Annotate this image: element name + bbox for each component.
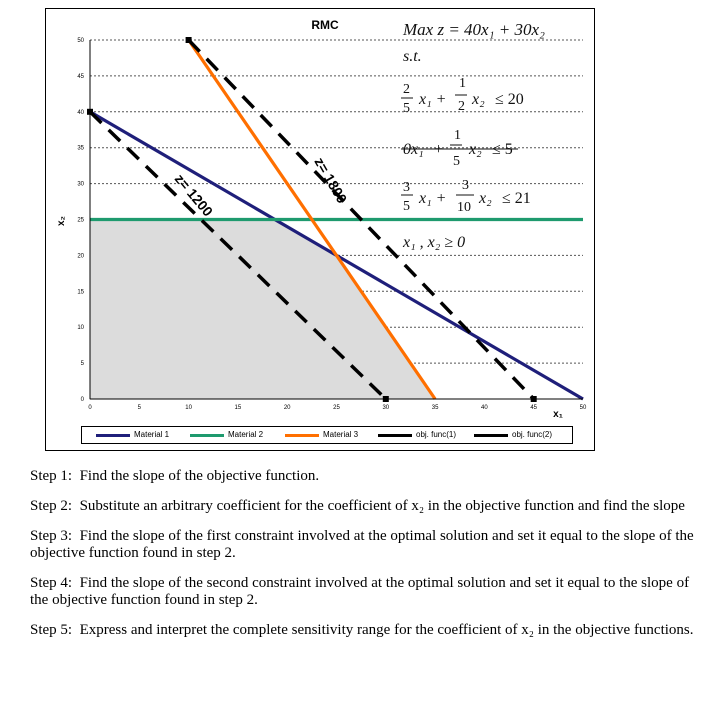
svg-text:x₂: x₂ [469, 141, 482, 158]
legend-swatch-material-3 [285, 434, 319, 437]
step-4 [30, 575, 710, 609]
c1-a-den: 5 [403, 101, 410, 116]
legend-label-material-1: Material 1 [134, 430, 170, 439]
x-tick-label: 30 [382, 405, 390, 411]
y-tick-label: 25 [77, 217, 84, 224]
x-axis-label: x₁ [553, 409, 563, 420]
x-tick-label: 0 [88, 405, 92, 411]
y-tick-label: 5 [80, 361, 84, 368]
annotation-z1200: z= 1200 [171, 170, 217, 220]
objective-text: Max z = 40x₁ + 30x₂ [403, 20, 545, 39]
svg-text:+: + [434, 141, 444, 158]
c1-b-den: 2 [458, 99, 465, 114]
step-3-text: Find the slope of the first constraint involved at the optimal solution and set it equal to the slope of the objective function found in step 2. [30, 528, 694, 561]
c3-b-num: 3 [462, 178, 469, 193]
step-2 [30, 498, 710, 515]
step-4-text: Find the slope of the second constraint involved at the optimal solution and set it equal to the slope of the objective function found in step 2. [30, 575, 690, 608]
c3-a-den: 5 [403, 199, 410, 214]
y-tick-label: 35 [77, 145, 84, 152]
svg-text:x₁ +: x₁ + [419, 190, 447, 207]
step-3 [30, 528, 710, 562]
x-tick-label: 25 [333, 405, 340, 411]
step-2-label: Step 2: [30, 498, 73, 514]
chart-title: RMC [311, 18, 339, 32]
chart-frame [45, 8, 595, 451]
x-tick-label: 45 [530, 405, 538, 411]
c1-b-num: 1 [459, 76, 466, 91]
step-5-label: Step 5: [30, 622, 73, 638]
y-tick-label: 15 [77, 289, 84, 296]
x-tick-label: 15 [234, 405, 242, 411]
step-1 [30, 468, 710, 485]
series-marker [186, 37, 192, 43]
annotation-z1800: z= 1800 [311, 154, 351, 206]
step-5 [30, 622, 710, 639]
y-axis-label: x₂ [56, 215, 67, 227]
x-tick-label: 10 [185, 405, 192, 411]
steps-list [30, 468, 710, 652]
y-tick-label: 45 [77, 73, 84, 80]
c3-b-den: 10 [457, 200, 471, 215]
step-1-label: Step 1: [30, 468, 73, 484]
svg-text:x₂: x₂ [472, 91, 485, 108]
region-layer [90, 220, 435, 400]
c1-rhs: ≤ 20 [495, 91, 524, 108]
y-tick-label: 30 [77, 181, 84, 188]
legend-swatch-obj-func-1 [378, 434, 412, 437]
x-tick-label: 50 [579, 405, 587, 411]
y-tick-label: 10 [77, 325, 84, 332]
chart-legend [81, 426, 573, 444]
legend-label-obj-func-1: obj. func(1) [416, 430, 457, 439]
legend-label-material-2: Material 2 [228, 430, 264, 439]
y-tick-label: 20 [77, 253, 84, 260]
c2-b-den: 5 [453, 154, 460, 169]
step-4-label: Step 4: [30, 575, 73, 591]
c2-a: 0x₁ [403, 141, 424, 158]
legend-label-obj-func-2: obj. func(2) [512, 430, 553, 439]
legend-swatch-material-1 [96, 434, 130, 437]
legend-swatch-obj-func-2 [474, 434, 508, 437]
st-text: s.t. [403, 48, 422, 65]
c2-rhs: ≤ 5 [492, 141, 513, 158]
x-tick-label: 35 [431, 405, 439, 411]
x-tick-label: 40 [481, 405, 488, 411]
x-tick-label: 5 [137, 405, 141, 411]
legend-label-material-3: Material 3 [323, 430, 359, 439]
feasible-region [90, 220, 435, 400]
y-tick-label: 0 [80, 397, 84, 403]
c3-a-num: 3 [403, 180, 410, 195]
chart-svg [46, 9, 596, 452]
y-tick-label: 50 [77, 38, 84, 44]
c2-b-num: 1 [454, 128, 461, 143]
y-tick-label: 40 [77, 109, 84, 116]
step-2-text: Substitute an arbitrary coefficient for the coefficient of x₂ in the objective function and find the slope [79, 498, 685, 514]
step-3-label: Step 3: [30, 528, 73, 544]
step-1-text: Find the slope of the objective function. [79, 468, 320, 484]
svg-text:x₁ +: x₁ + [419, 91, 447, 108]
legend-swatch-material-2 [190, 434, 224, 437]
model-block [401, 20, 545, 251]
c3-rhs: ≤ 21 [502, 190, 531, 207]
step-5-text: Express and interpret the complete sensitivity range for the coefficient of x₂ in the objective functions. [79, 622, 694, 638]
c1-a-num: 2 [403, 82, 410, 97]
nonneg-text: x₁ , x₂ ≥ 0 [403, 234, 466, 251]
x-tick-label: 20 [283, 405, 291, 411]
svg-text:x₂: x₂ [479, 190, 492, 207]
